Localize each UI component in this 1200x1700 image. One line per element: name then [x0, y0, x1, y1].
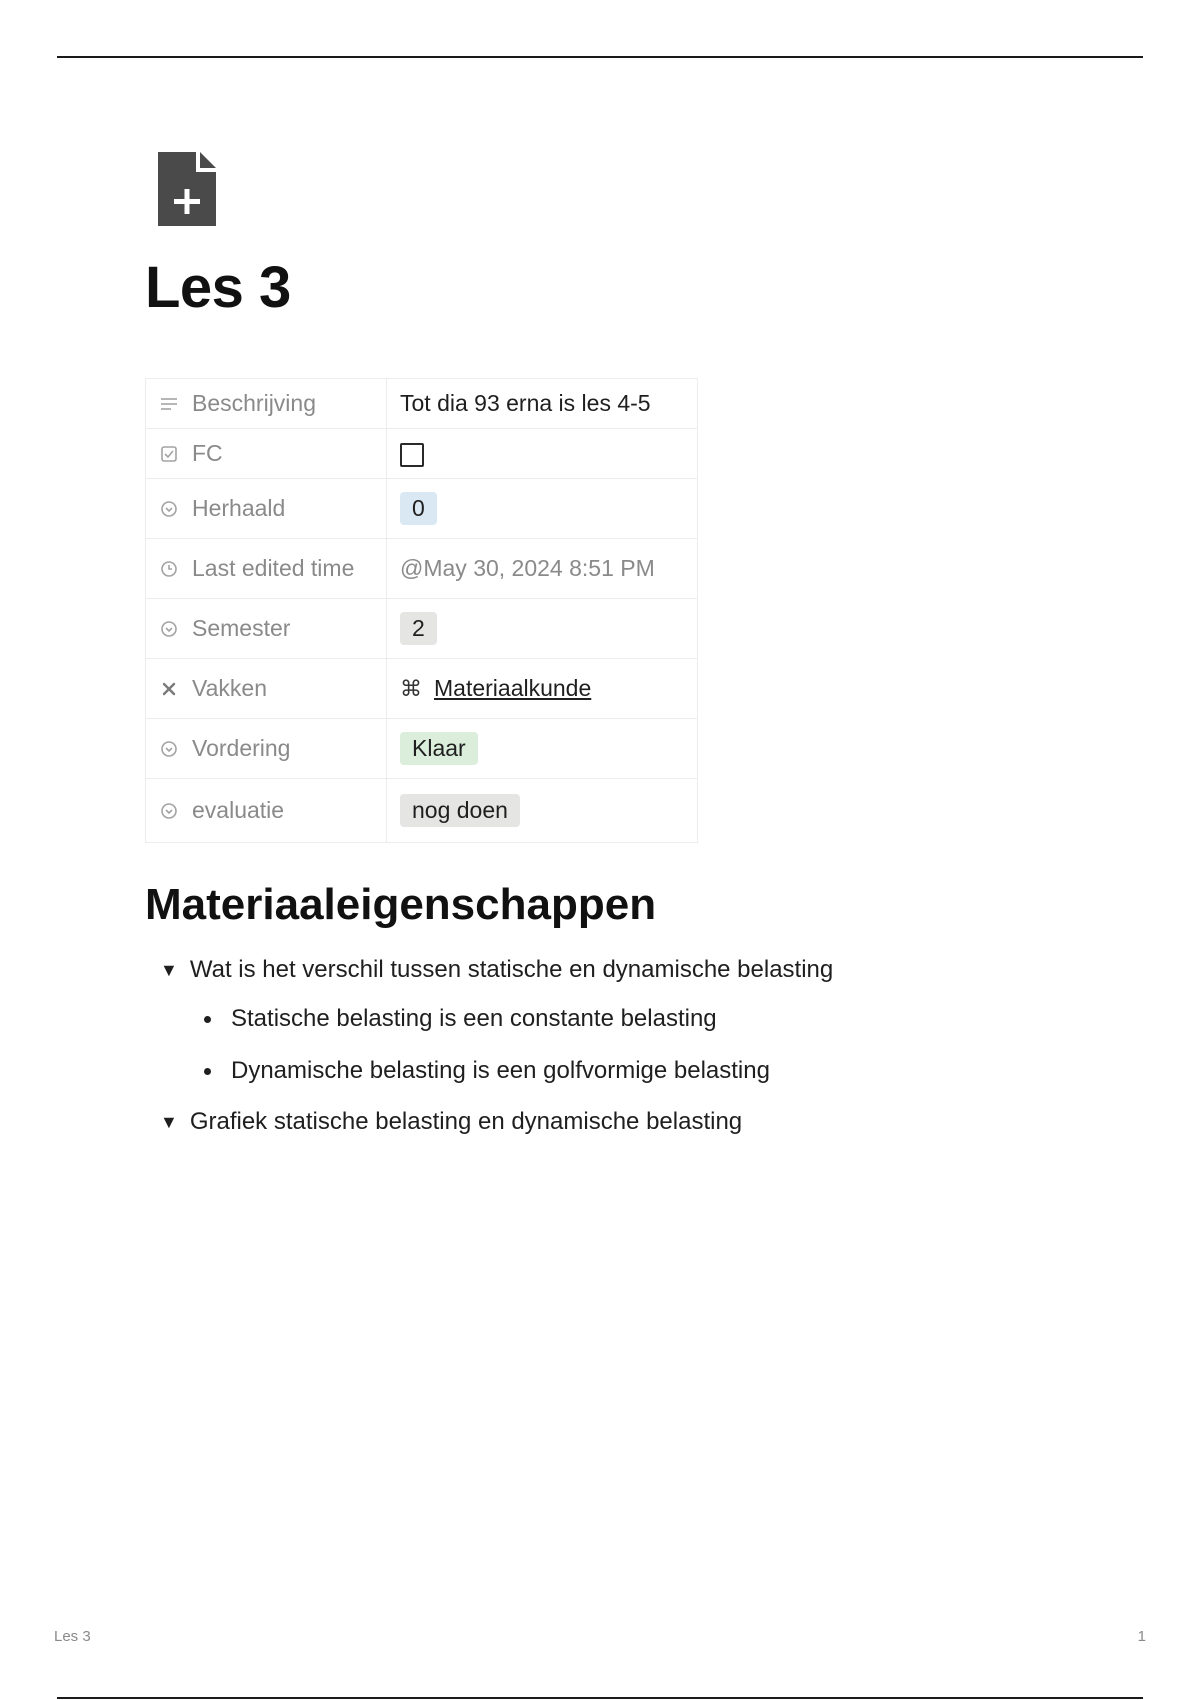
page-number: 1	[1137, 1628, 1146, 1645]
toggle-block[interactable]	[160, 1108, 742, 1136]
last-edited-value: @May 30, 2024 8:51 PM	[400, 555, 655, 581]
vakken-link[interactable]: Materiaalkunde	[434, 675, 592, 701]
select-icon	[158, 738, 180, 760]
property-key: Last edited time	[192, 555, 355, 581]
property-key: Semester	[192, 615, 291, 641]
property-key: Beschrijving	[192, 390, 316, 416]
property-row-last-edited	[146, 539, 698, 599]
list-item-text: Statische belasting is een constante belasting	[231, 1005, 717, 1032]
property-row-vordering	[146, 719, 698, 779]
property-row-fc	[146, 429, 698, 479]
bottom-rule	[57, 1697, 1143, 1699]
bullet-icon	[204, 1068, 211, 1075]
property-value-beschrijving[interactable]: Tot dia 93 erna is les 4-5	[400, 390, 651, 416]
document-add-icon	[158, 152, 222, 226]
properties-table	[145, 378, 698, 843]
list-item-text: Dynamische belasting is een golfvormige belasting	[231, 1057, 770, 1084]
property-key: evaluatie	[192, 797, 285, 823]
property-key: Herhaald	[192, 495, 286, 521]
toggle-text: Wat is het verschil tussen statische en dynamische belasting	[189, 956, 834, 983]
relation-icon	[158, 678, 180, 700]
clock-icon	[158, 558, 180, 580]
semester-tag[interactable]: 2	[400, 612, 437, 645]
top-rule	[57, 56, 1143, 58]
property-key: Vordering	[192, 735, 291, 761]
toggle-arrow-icon[interactable]: ▼	[160, 959, 178, 980]
property-row-beschrijving	[146, 379, 698, 429]
footer-title: Les 3	[54, 1628, 91, 1645]
property-row-vakken	[146, 659, 698, 719]
section-heading: Materiaaleigenschappen	[145, 880, 657, 929]
property-row-evaluatie	[146, 779, 698, 843]
property-key: Vakken	[192, 675, 268, 701]
toggle-arrow-icon[interactable]: ▼	[160, 1111, 178, 1132]
property-row-herhaald	[146, 479, 698, 539]
text-lines-icon	[158, 393, 180, 415]
toggle-block[interactable]	[160, 956, 833, 984]
select-icon	[158, 800, 180, 822]
property-key: FC	[192, 440, 223, 466]
bullet-icon	[204, 1016, 211, 1023]
page-title: Les 3	[145, 255, 291, 320]
checkbox-icon	[158, 443, 180, 465]
fc-checkbox[interactable]	[400, 443, 424, 467]
select-icon	[158, 498, 180, 520]
property-row-semester	[146, 599, 698, 659]
vordering-tag[interactable]: Klaar	[400, 732, 478, 765]
command-icon: ⌘	[400, 676, 422, 701]
evaluatie-tag[interactable]: nog doen	[400, 794, 520, 827]
toggle-text: Grafiek statische belasting en dynamische belasting	[189, 1108, 743, 1135]
list-item	[204, 1005, 717, 1033]
herhaald-tag[interactable]: 0	[400, 492, 437, 525]
list-item	[204, 1057, 770, 1085]
select-icon	[158, 618, 180, 640]
